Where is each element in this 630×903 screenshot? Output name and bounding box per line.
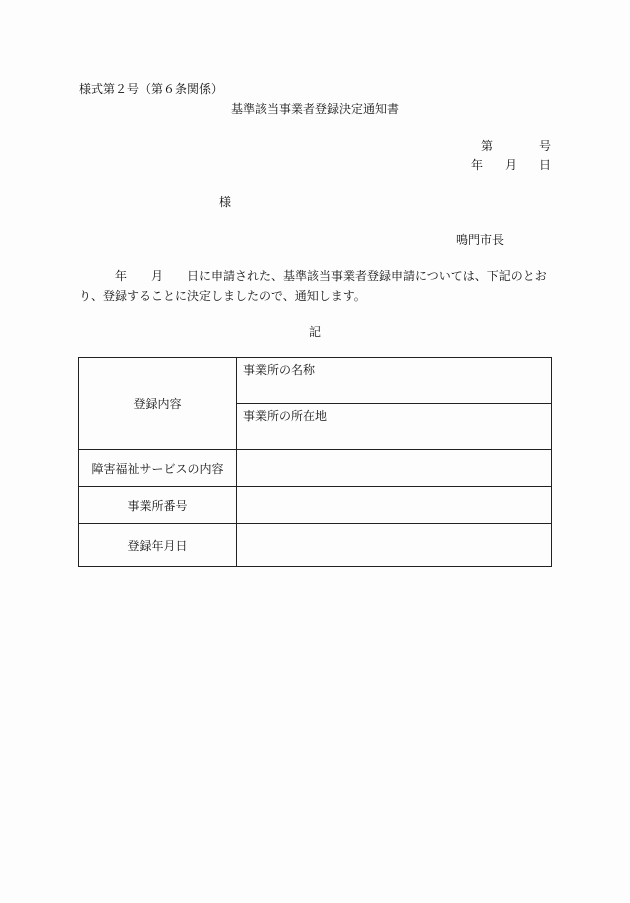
record-mark: 記 <box>308 325 321 339</box>
registration-date-value <box>237 524 552 567</box>
addressee-honorific: 様 <box>219 195 232 209</box>
table-row <box>79 450 552 487</box>
date-month: 月 <box>504 158 517 172</box>
facility-name-label: 事業所の名称 <box>237 358 552 404</box>
sender-name: 鳴門市長 <box>455 233 504 247</box>
issue-date-line <box>471 156 551 173</box>
registration-content-label: 登録内容 <box>79 358 237 450</box>
date-year: 年 <box>470 158 483 172</box>
notice-body <box>79 266 557 306</box>
table-row <box>79 524 552 567</box>
registration-date-label: 登録年月日 <box>79 524 237 567</box>
document-title: 基準該当事業者登録決定通知書 <box>230 102 399 116</box>
table-row <box>79 487 552 524</box>
number-prefix: 第 <box>480 139 493 153</box>
service-content-label: 障害福祉サービスの内容 <box>79 450 237 487</box>
number-suffix: 号 <box>538 139 551 153</box>
facility-address-label: 事業所の所在地 <box>237 404 552 450</box>
date-day: 日 <box>538 158 551 172</box>
table-row <box>79 358 552 404</box>
facility-number-value <box>237 487 552 524</box>
notice-body-text: 年 月 日に申請された、基準該当事業者登録申請については、下記のとおり、登録することに決定しましたので、通知します。 <box>79 269 547 303</box>
document-number-line <box>481 137 551 154</box>
facility-number-label: 事業所番号 <box>79 487 237 524</box>
registration-details-table <box>78 357 552 567</box>
form-number: 様式第２号（第６条関係） <box>79 82 224 96</box>
service-content-value <box>237 450 552 487</box>
